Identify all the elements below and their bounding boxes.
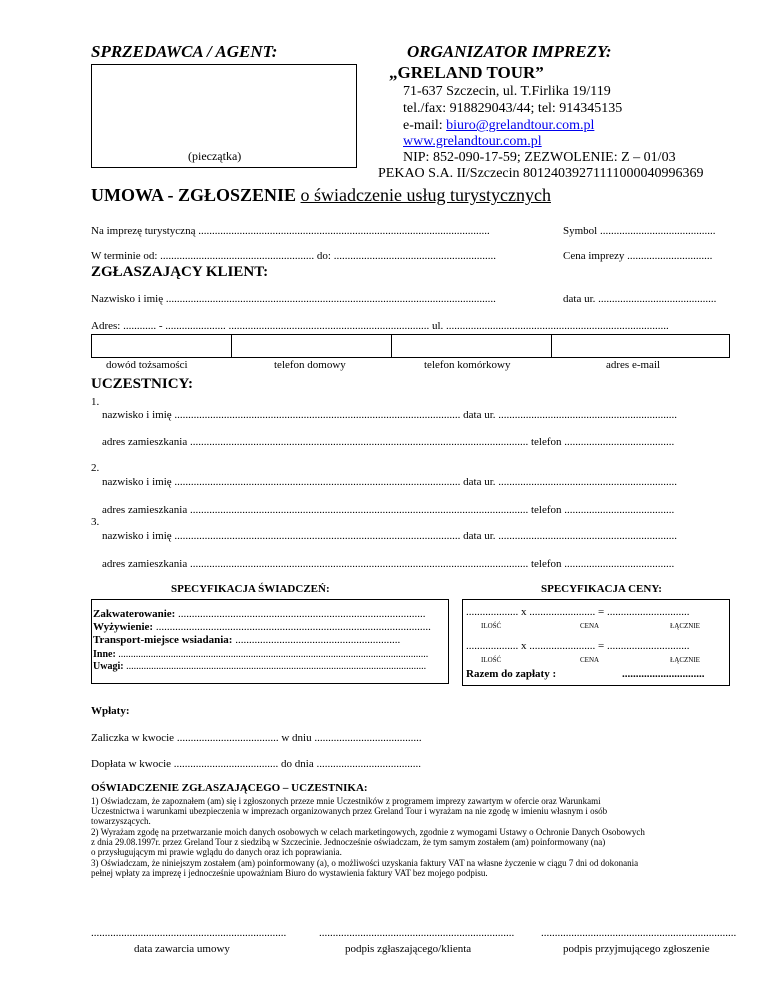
transport-dots: ............................................................ <box>232 634 401 646</box>
other-field <box>93 649 428 660</box>
notes-label: Uwagi: <box>93 661 124 672</box>
symbol-field: Symbol .......................................... <box>563 225 716 237</box>
organizer-nip: NIP: 852-090-17-59; ZEZWOLENIE: Z – 01/03 <box>403 150 676 165</box>
term-field: W terminie od: ........................................................ do: ........................................................... <box>91 250 496 262</box>
participant-number: 1. <box>91 396 100 408</box>
transport-field <box>93 634 400 646</box>
participant-address-field: adres zamieszkania ........................................................................................................................... telefon ........................................ <box>102 436 675 448</box>
organizer-name: „GRELAND TOUR” <box>389 63 544 82</box>
declaration-line: Uczestnictwa i warunkami ubezpieczenia w imprezach organizowanych przez Greland Tour i wyrażam na nie zgodę w imieniu własnym i osób <box>91 806 608 816</box>
id-box-divider <box>551 335 552 357</box>
id-label-email: adres e-mail <box>606 359 661 371</box>
participant-number: 2. <box>91 462 100 474</box>
participant-number: 3. <box>91 516 100 528</box>
participant-address-field: adres zamieszkania ........................................................................................................................... telefon ........................................ <box>102 558 675 570</box>
meals-label: Wyżywienie: <box>93 621 154 633</box>
surcharge-field: Dopłata w kwocie ...................................... do dnia ...................................... <box>91 758 421 770</box>
document-title <box>91 185 551 206</box>
client-address-field: Adres: ............ - ...................... ......................................................................... ul. ................................................................................. <box>91 320 669 332</box>
organizer-email-line <box>403 118 594 134</box>
title-sub: o świadczenie usług turystycznych <box>300 185 551 205</box>
signature-line: ....................................................................... <box>541 927 737 939</box>
price-label: CENA <box>580 656 600 664</box>
organizer-address: 71-637 Szczecin, ul. T.Firlika 19/119 <box>403 84 611 99</box>
pricing-row: ................... x ........................ = .............................. <box>466 640 690 652</box>
payments-heading: Wpłaty: <box>91 705 130 717</box>
event-field: Na imprezę turystyczną .......................................................................................................... <box>91 225 490 237</box>
id-label-home-phone: telefon domowy <box>274 359 346 371</box>
total-label: ŁĄCZNIE <box>670 622 700 630</box>
grand-total-dots: .............................. <box>622 668 705 680</box>
qty-label: ILOŚĆ <box>481 656 502 664</box>
signature-label-date: data zawarcia umowy <box>134 943 230 955</box>
client-dob-field: data ur. ........................................... <box>563 293 717 305</box>
email-link[interactable]: biuro@grelandtour.com.pl <box>446 118 595 133</box>
declaration-line: z dnia 29.08.1997r. przez Greland Tour z siedzibą w Szczecinie. Jednocześnie oświadczam, że tym samym zostałem (am) poinformowany (na) <box>91 837 606 847</box>
organizer-heading: ORGANIZATOR IMPREZY: <box>407 42 612 61</box>
declaration-line: 3) Oświadczam, że niniejszym zostałem (am) poinformowany (a), o możliwości uzyskania faktury VAT na własne życzenie w ciągu 7 dni od dokonania <box>91 858 639 868</box>
participant-name-field: nazwisko i imię ........................................................................................................ data ur. ................................................................. <box>102 476 678 488</box>
title-main: UMOWA - ZGŁOSZENIE <box>91 185 301 205</box>
declaration-line: 1) Oświadczam, że zapoznałem (am) się i zgłoszonych przeze mnie Uczestników z programem imprezy zawartym w ofercie oraz Warunkami <box>91 796 601 806</box>
declaration-line: towarzyszących. <box>91 816 151 826</box>
declaration-heading: OŚWIADCZENIE ZGŁASZAJĄCEGO – UCZESTNIKA: <box>91 782 368 794</box>
transport-label: Transport-miejsce wsiadania: <box>93 634 233 646</box>
signature-line: ....................................................................... <box>91 927 287 939</box>
signature-line: ....................................................................... <box>319 927 515 939</box>
advance-field: Zaliczka w kwocie ..................................... w dniu ....................................... <box>91 732 422 744</box>
qty-label: ILOŚĆ <box>481 622 502 630</box>
pricing-row: ................... x ........................ = .............................. <box>466 606 690 618</box>
seller-heading: SPRZEDAWCA / AGENT: <box>91 42 278 61</box>
client-heading: ZGŁASZAJĄCY KLIENT: <box>91 264 269 280</box>
other-dots: ............................................................................................................................ <box>115 649 429 660</box>
grand-total-label: Razem do zapłaty : <box>466 668 557 680</box>
id-box-divider <box>391 335 392 357</box>
website-link[interactable]: www.grelandtour.com.pl <box>403 134 542 149</box>
notes-field <box>93 661 426 672</box>
meals-dots: .................................................................................................... <box>153 621 431 633</box>
total-label: ŁĄCZNIE <box>670 656 700 664</box>
services-heading: SPECYFIKACJA ŚWIADCZEŃ: <box>171 583 330 595</box>
other-label: Inne: <box>93 649 116 660</box>
accommodation-label: Zakwaterowanie: <box>93 608 176 620</box>
id-label-mobile: telefon komórkowy <box>424 359 511 371</box>
participant-name-field: nazwisko i imię ........................................................................................................ data ur. ................................................................. <box>102 409 678 421</box>
id-box-divider <box>231 335 232 357</box>
meals-field <box>93 621 431 633</box>
signature-label-receiver: podpis przyjmującego zgłoszenie <box>563 943 710 955</box>
participants-heading: UCZESTNICY: <box>91 376 193 392</box>
price-label: CENA <box>580 622 600 630</box>
id-contact-box <box>91 334 730 358</box>
organizer-bank: PEKAO S.A. II/Szczecin 80124039271111000040996369 <box>378 166 704 181</box>
id-label-document: dowód tożsamości <box>106 359 188 371</box>
price-field: Cena imprezy ............................... <box>563 250 713 262</box>
accommodation-field <box>93 608 426 620</box>
declaration-line: 2) Wyrażam zgodę na przetwarzanie moich danych osobowych w celach marketingowych, zgodnie z wymogami Ustawy o Ochronie Danych Osobowych <box>91 827 645 837</box>
client-name-field: Nazwisko i imię ........................................................................................................................ <box>91 293 496 305</box>
stamp-label: (pieczątka) <box>188 149 242 163</box>
accommodation-dots: .......................................................................................... <box>175 608 426 620</box>
participant-address-field: adres zamieszkania ........................................................................................................................... telefon ........................................ <box>102 504 675 516</box>
pricing-heading: SPECYFIKACJA CENY: <box>541 583 662 595</box>
signature-label-client: podpis zgłaszającego/klienta <box>345 943 472 955</box>
declaration-line: o przysługującym mi prawie wglądu do danych oraz ich poprawiania. <box>91 847 342 857</box>
declaration-line: pełnej wpłaty za imprezę i jednocześnie upoważniam Biuro do wystawienia faktury VAT bez mojego podpisu. <box>91 868 488 878</box>
participant-name-field: nazwisko i imię ........................................................................................................ data ur. ................................................................. <box>102 530 678 542</box>
notes-dots: ........................................................................................................................ <box>123 661 427 672</box>
email-prefix: e-mail: <box>403 118 447 133</box>
organizer-phone: tel./fax: 918829043/44; tel: 914345135 <box>403 101 623 116</box>
